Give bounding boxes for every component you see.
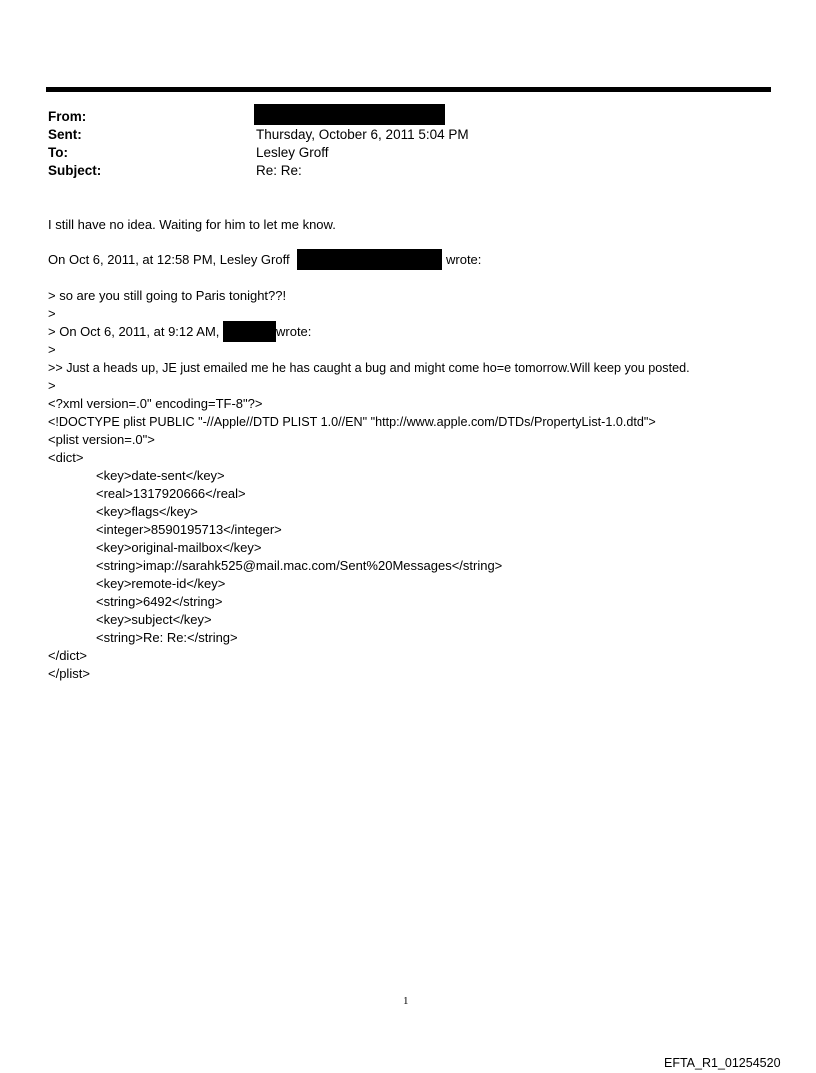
quote-line-1: > so are you still going to Paris tonight??!: [48, 288, 287, 303]
xml-line-12: <string>6492</string>: [96, 594, 223, 609]
xml-line-5: <key>date-sent</key>: [96, 468, 225, 483]
xml-line-6: <real>1317920666</real>: [96, 486, 246, 501]
xml-line-9: <key>original-mailbox</key>: [96, 540, 262, 555]
xml-line-1: <?xml version=.0" encoding=TF-8"?>: [48, 396, 263, 411]
to-value: Lesley Groff: [256, 145, 329, 160]
xml-line-11: <key>remote-id</key>: [96, 576, 226, 591]
quote-line-3-prefix: > On Oct 6, 2011, at 9:12 AM,: [48, 324, 220, 339]
subject-value: Re: Re:: [256, 163, 302, 178]
xml-line-3: <plist version=.0">: [48, 432, 155, 447]
xml-line-16: </plist>: [48, 666, 90, 681]
from-label: From:: [48, 109, 87, 124]
subject-label: Subject:: [48, 163, 102, 178]
sent-label: Sent:: [48, 127, 82, 142]
xml-line-8: <integer>8590195713</integer>: [96, 522, 282, 537]
xml-line-10: <string>imap://sarahk525@mail.mac.com/Sent%20Messages</string>: [96, 558, 503, 573]
redacted-email-1: [297, 249, 442, 270]
body-line-2-suffix: wrote:: [446, 252, 482, 267]
quote-line-4: >: [48, 342, 56, 357]
xml-line-15: </dict>: [48, 648, 88, 663]
sent-value: Thursday, October 6, 2011 5:04 PM: [256, 127, 469, 142]
xml-line-14: <string>Re: Re:</string>: [96, 630, 238, 645]
to-label: To:: [48, 145, 68, 160]
redacted-name-1: [223, 321, 276, 342]
xml-line-13: <key>subject</key>: [96, 612, 212, 627]
page-number: 1: [403, 995, 409, 1007]
body-line-1: I still have no idea. Waiting for him to let me know.: [48, 217, 336, 232]
quote-line-3-suffix: wrote:: [276, 324, 312, 339]
xml-line-4: <dict>: [48, 450, 84, 465]
quote-line-6: >: [48, 378, 56, 393]
quote-line-2: >: [48, 306, 56, 321]
xml-line-7: <key>flags</key>: [96, 504, 198, 519]
document-id: EFTA_R1_01254520: [664, 1056, 781, 1070]
header-rule: [46, 87, 771, 92]
body-line-2-prefix: On Oct 6, 2011, at 12:58 PM, Lesley Groff: [48, 252, 290, 267]
xml-line-2: <!DOCTYPE plist PUBLIC "-//Apple//DTD PLIST 1.0//EN" "http://www.apple.com/DTDs/PropertyList-1.0.dtd">: [48, 415, 656, 429]
quote-line-5: >> Just a heads up, JE just emailed me he has caught a bug and might come ho=e tomorrow.Will keep you posted.: [48, 361, 690, 375]
redacted-from: [254, 104, 445, 125]
